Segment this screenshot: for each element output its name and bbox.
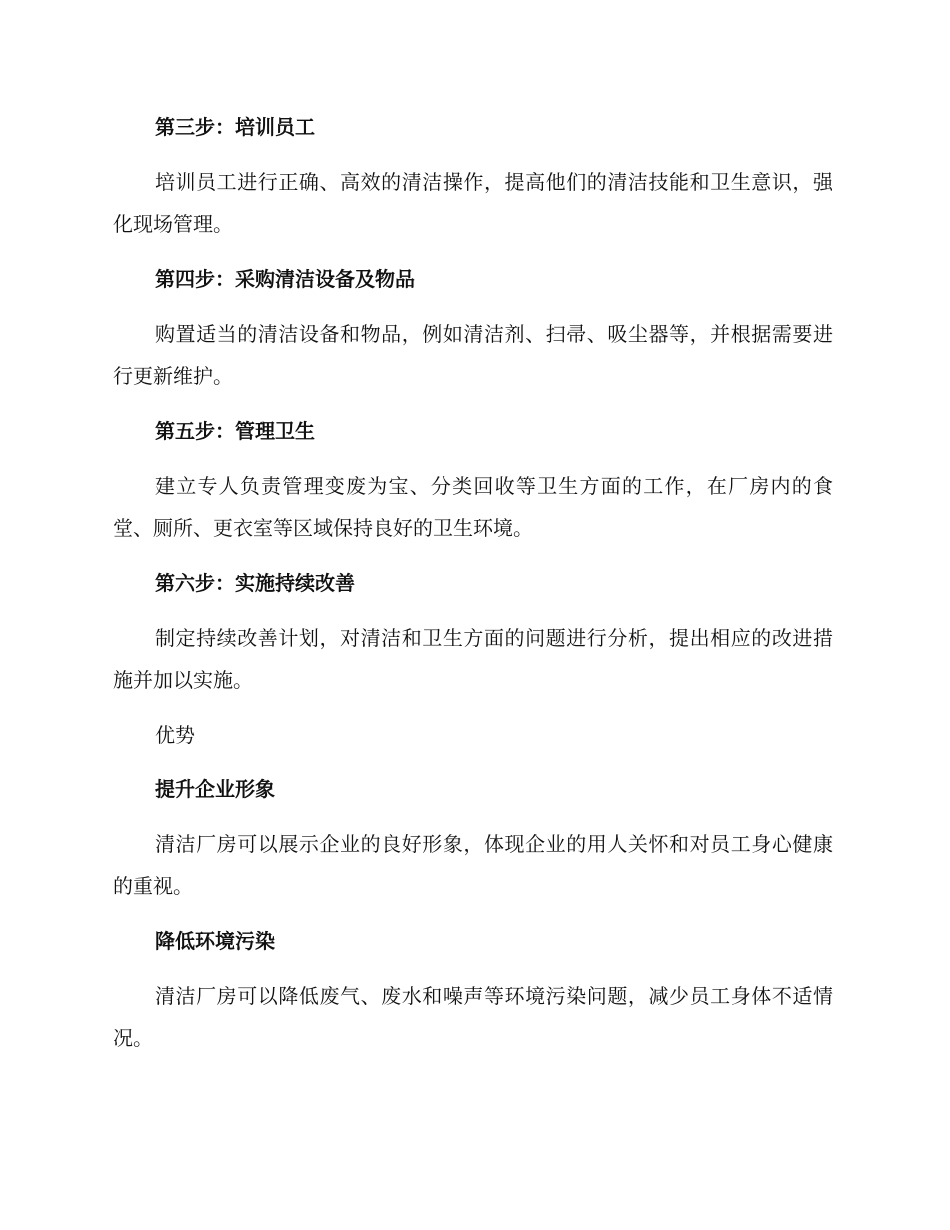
advantage-body-pollution: 清洁厂房可以降低废气、废水和噪声等环境污染问题，减少员工身体不适情况。 xyxy=(113,984,833,1050)
section-body-step5: 建立专人负责管理变废为宝、分类回收等卫生方面的工作，在厂房内的食堂、厕所、更衣室等区域保持良好的卫生环境。 xyxy=(113,474,833,540)
section-body-step4: 购置适当的清洁设备和物品，例如清洁剂、扫帚、吸尘器等，并根据需要进行更新维护。 xyxy=(113,322,833,388)
advantage-heading-image: 提升企业形象 xyxy=(155,777,275,801)
advantage-body-image: 清洁厂房可以展示企业的良好形象，体现企业的用人关怀和对员工身心健康的重视。 xyxy=(113,832,833,898)
section-heading-step6: 第六步：实施持续改善 xyxy=(155,571,355,595)
section-heading-step3: 第三步：培训员工 xyxy=(155,115,315,139)
section-body-step3: 培训员工进行正确、高效的清洁操作，提高他们的清洁技能和卫生意识，强化现场管理。 xyxy=(113,170,833,236)
section-heading-step4: 第四步：采购清洁设备及物品 xyxy=(155,267,415,291)
advantage-heading-pollution: 降低环境污染 xyxy=(155,929,275,953)
section-heading-step5: 第五步：管理卫生 xyxy=(155,419,315,443)
advantages-title: 优势 xyxy=(155,723,195,747)
section-body-step6: 制定持续改善计划，对清洁和卫生方面的问题进行分析，提出相应的改进措施并加以实施。 xyxy=(113,626,833,692)
